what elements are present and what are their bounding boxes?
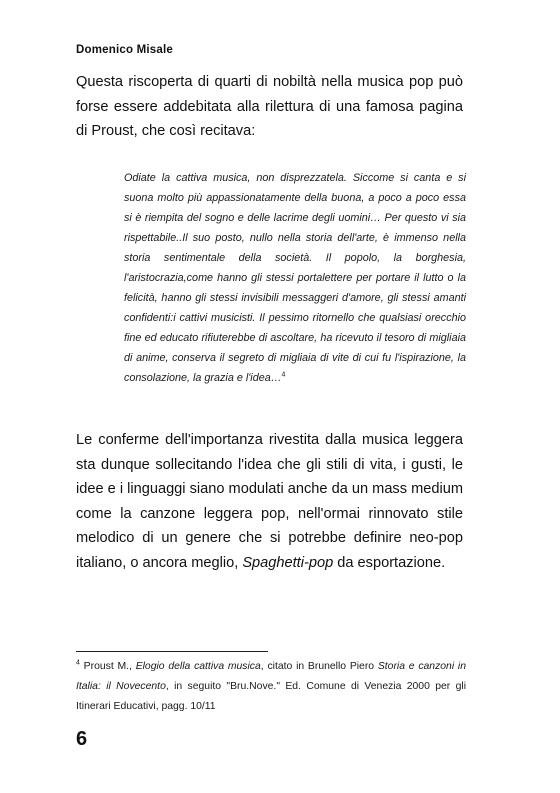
footnote-number: 4 [76, 659, 80, 667]
footnote-title-2: Storia e canzoni in Italia: il Novecento [76, 661, 467, 692]
body-paragraph [76, 428, 463, 575]
footnote-reference: 4 [281, 371, 286, 379]
body-italic-term: Spaghetti-pop [242, 554, 334, 571]
quote-text: Odiate la cattiva musica, non disprezzatela. Siccome si canta e si suona molto più appassionatamente della buona, a poco a poco essa si è riempita del sogno e delle lacrime degli uomini… Per questo vi sia rispettabile..Il suo posto, nullo nella storia dell'arte, è immenso nella storia sentimentale della società. Il popolo, la borghesia, l'aristocrazia,come hanno gli stessi portalettere per portare il lutto o la felicità, hanno gli stessi invisibili messaggeri d'amore, gli stessi amanti confidenti:i cattivi musicisti. Il pessimo ritornello che qualsiasi orecchio fine ed educato rifiuterebbe di ascoltare, ha ricevuto il tesoro di migliaia di anime, conserva il segreto di migliaia di vite di cui fu l'ispirazione, la consolazione, la grazia e l'idea… [124, 172, 466, 384]
running-header-author: Domenico Misale [76, 44, 173, 56]
footnote [76, 657, 466, 717]
footnote-text-2: , citato in Brunello Piero [260, 661, 378, 672]
block-quote [124, 168, 466, 388]
page-number: 6 [76, 728, 88, 750]
footnote-title-1: Elogio della cattiva musica [135, 661, 261, 672]
footnote-text-3: , in seguito "Bru.Nove." Ed. Comune di Venezia 2000 per gli Itinerari Educativi, pagg. 10/11 [76, 681, 466, 712]
footnote-separator [76, 651, 268, 652]
body-text-after: da esportazione. [333, 554, 446, 571]
intro-paragraph: Questa riscoperta di quarti di nobiltà nella musica pop può forse essere addebitata alla rilettura di una famosa pagina di Proust, che così recitava: [76, 74, 463, 139]
body-text-before: Le conferme dell'importanza rivestita dalla musica leggera sta dunque sollecitando l'idea che gli stili di vita, i gusti, le idee e i linguaggi siano modulati anche da un mass medium come la canzone leggera pop, nell'ormai rinnovato stile melodico di un genere che si potrebbe definire neo-pop italiano, o ancora meglio, [76, 432, 463, 571]
footnote-text-1: Proust M., [79, 661, 136, 672]
